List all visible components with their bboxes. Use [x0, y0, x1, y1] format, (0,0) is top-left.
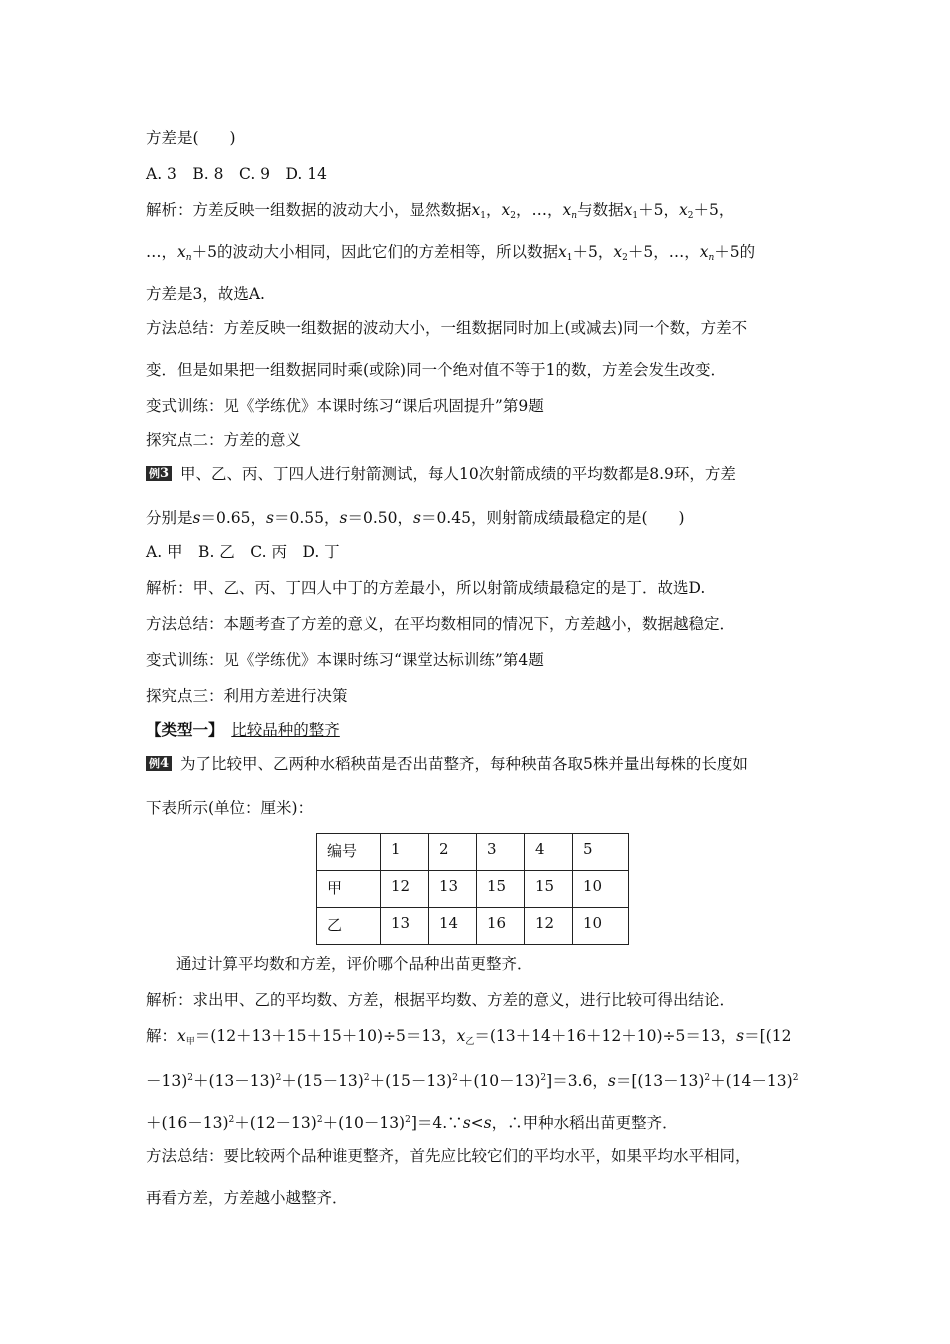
example-3-badge: 例3 — [146, 466, 172, 481]
method-summary-1-line2: 变．但是如果把一组数据同时乘(或除)同一个绝对值不等于1的数，方差会发生改变． — [146, 361, 726, 379]
table-cell: 4 — [525, 834, 573, 871]
solution-line3: $+(16-13)^2+(12-13)^2+(10-13)^2]=4.\because s<s$，∴甲种水稻出苗更整齐． — [146, 1114, 678, 1132]
table-cell: 13 — [381, 908, 429, 945]
question-stem: 方差是( ) — [146, 129, 236, 147]
table-row — [317, 871, 629, 908]
table-cell: 编号 — [317, 834, 381, 871]
table-cell: 1 — [381, 834, 429, 871]
method-summary-3: 方法总结：本题考查了方差的意义，在平均数相同的情况下，方差越小，数据越稳定． — [146, 615, 736, 633]
explore-point-3: 探究点三：利用方差进行决策 — [146, 687, 348, 705]
analysis-3: 解析：甲、乙、丙、丁四人中丁的方差最小，所以射箭成绩最稳定的是丁．故选D. — [146, 579, 706, 597]
type-1-heading: 【类型一】 比较品种的整齐 — [146, 720, 340, 739]
solution-line1: 解：$x_甲=(12+13+15+15+10)\div 5=13$，$x_乙=(13+14+16+12+10)\div 5=13$，s＝[(12 — [146, 1027, 792, 1047]
practice-3: 变式训练：见《学练优》本课时练习“课堂达标训练”第4题 — [146, 651, 544, 669]
table-cell: 甲 — [317, 871, 381, 908]
table-cell: 12 — [525, 908, 573, 945]
question-options: A. 3 B. 8 C. 9 D. 14 — [146, 165, 327, 183]
method-summary-1-line1: 方法总结：方差反映一组数据的波动大小，一组数据同时加上(或减去)同一个数，方差不 — [146, 319, 748, 337]
table-cell: 13 — [429, 871, 477, 908]
table-cell: 16 — [477, 908, 525, 945]
example-4-question: 通过计算平均数和方差，评价哪个品种出苗更整齐． — [176, 955, 533, 973]
example-3-options: A. 甲 B. 乙 C. 丙 D. 丁 — [146, 543, 340, 561]
table-cell: 10 — [573, 908, 629, 945]
table-cell: 14 — [429, 908, 477, 945]
table-cell: 10 — [573, 871, 629, 908]
analysis-1-line3: 方差是3，故选A. — [146, 285, 265, 303]
analysis-1-line1: 解析：方差反映一组数据的波动大小，显然数据$x_1$，$x_2$，…，$x_n$与数据$x_1+5$，$x_2+5$， — [146, 201, 735, 221]
table-cell: 2 — [429, 834, 477, 871]
method-summary-4-line1: 方法总结：要比较两个品种谁更整齐，首先应比较它们的平均水平，如果平均水平相同， — [146, 1147, 751, 1165]
example-4-badge: 例4 — [146, 756, 172, 771]
table-row — [317, 908, 629, 945]
table-cell: 15 — [525, 871, 573, 908]
analysis-4: 解析：求出甲、乙的平均数、方差，根据平均数、方差的意义，进行比较可得出结论． — [146, 991, 736, 1009]
table-cell: 15 — [477, 871, 525, 908]
example-4-line1: 例4 为了比较甲、乙两种水稻秧苗是否出苗整齐，每种秧苗各取5株并量出每株的长度如 — [146, 754, 748, 774]
example-4-line2: 下表所示(单位：厘米)： — [146, 799, 314, 817]
table-header-row — [317, 834, 629, 871]
table-cell: 3 — [477, 834, 525, 871]
example-3-line2: 分别是s＝0.65，s＝0.55，s＝0.50，s＝0.45，则射箭成绩最稳定的是( ) — [146, 509, 685, 527]
seedling-length-table — [316, 833, 629, 945]
analysis-1-line2: …，$x_n+5$的波动大小相同，因此它们的方差相等，所以数据$x_1+5$，$x_2+5$，…，$x_n+5$的 — [146, 243, 756, 263]
table-cell: 乙 — [317, 908, 381, 945]
table-cell: 12 — [381, 871, 429, 908]
example-3-line1: 例3 甲、乙、丙、丁四人进行射箭测试，每人10次射箭成绩的平均数都是8.9环，方差 — [146, 464, 736, 484]
practice-1: 变式训练：见《学练优》本课时练习“课后巩固提升”第9题 — [146, 397, 544, 415]
explore-point-2: 探究点二：方差的意义 — [146, 431, 302, 449]
method-summary-4-line2: 再看方差，方差越小越整齐． — [146, 1189, 348, 1207]
table-cell: 5 — [573, 834, 629, 871]
solution-line2: $-13)^2+(13-13)^2+(15-13)^2+(15-13)^2+(10-13)^2]=3.6$，$s=[(13-13)^2+(14-13)^2$ — [146, 1072, 799, 1090]
